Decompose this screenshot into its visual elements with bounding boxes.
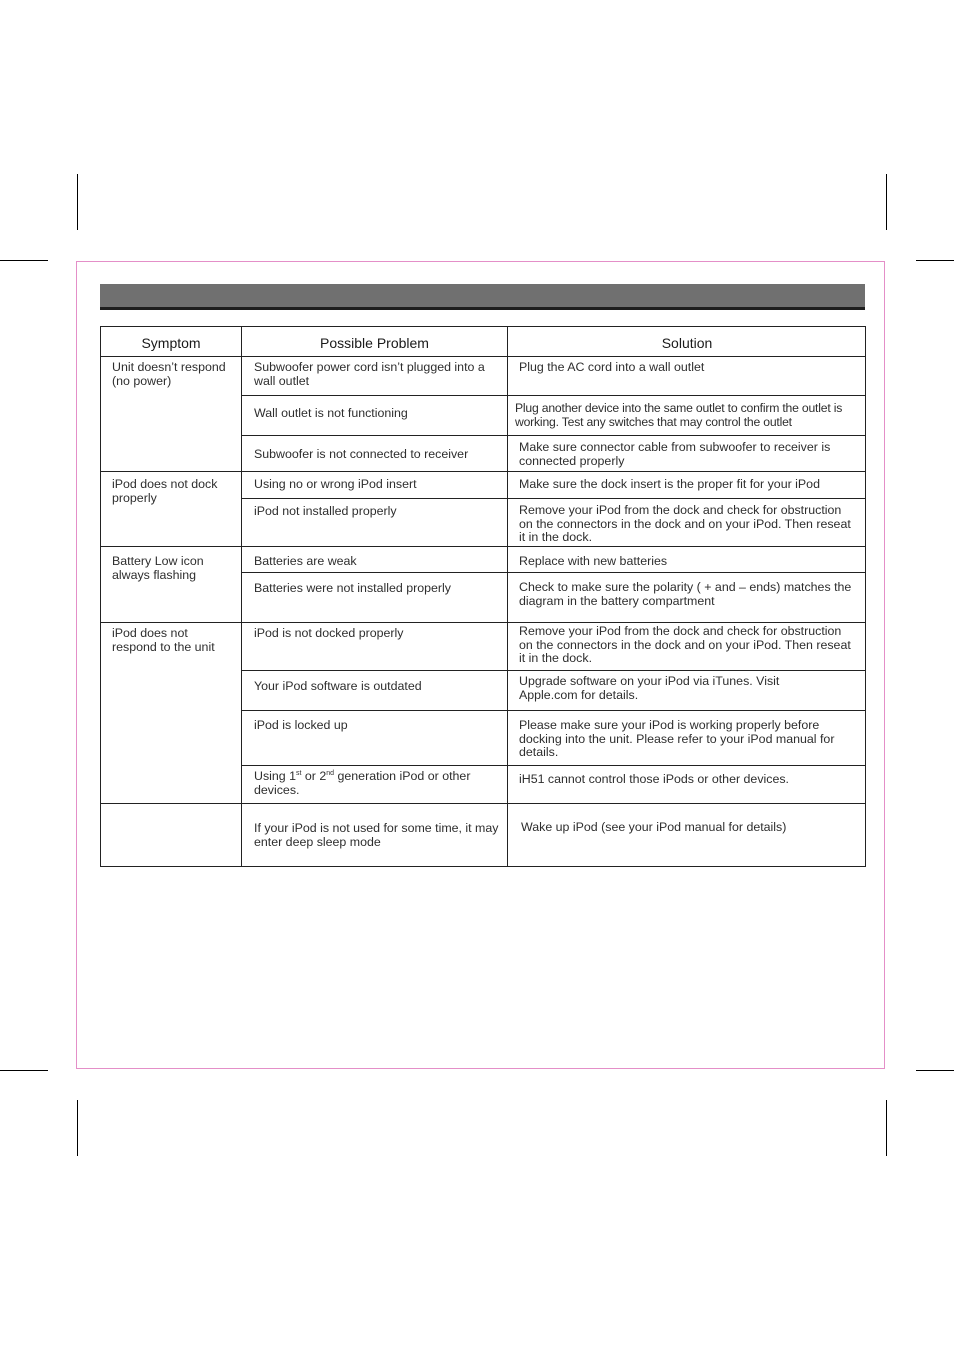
row-divider (101, 803, 865, 804)
solution-cell: iH51 cannot control those iPods or other devices. (519, 772, 789, 786)
problem-cell: Your iPod software is outdated (254, 679, 422, 693)
header-solution: Solution (661, 335, 713, 351)
problem-cell: Subwoofer power cord isn’t plugged into a wall outlet (254, 360, 485, 388)
row-divider (242, 765, 865, 766)
row-divider (242, 498, 865, 499)
row-divider (242, 670, 865, 671)
row-divider (242, 572, 865, 573)
solution-cell: Wake up iPod (see your iPod manual for details) (521, 820, 787, 834)
row-divider (101, 546, 865, 547)
column-divider (507, 327, 508, 866)
problem-cell: Batteries were not installed properly (254, 581, 451, 595)
row-divider (242, 435, 865, 436)
crop-mark (886, 174, 887, 230)
problem-cell: Batteries are weak (254, 554, 357, 568)
solution-cell: Upgrade software on your iPod via iTunes. Visit Apple.com for details. (519, 674, 780, 702)
symptom-cell: iPod does not respond to the unit (112, 626, 215, 654)
column-divider (241, 327, 242, 866)
problem-cell: Wall outlet is not functioning (254, 406, 408, 420)
crop-mark (916, 1070, 954, 1071)
crop-mark (77, 1100, 78, 1156)
header-symptom: Symptom (141, 335, 201, 351)
symptom-cell: Battery Low icon always flashing (112, 554, 204, 582)
row-divider (242, 395, 865, 396)
header-divider (101, 356, 865, 357)
solution-cell: Make sure connector cable from subwoofer to receiver is connected properly (519, 440, 831, 468)
solution-cell: Plug the AC cord into a wall outlet (519, 360, 705, 374)
row-divider (242, 710, 865, 711)
header-possible-problem: Possible Problem (320, 335, 429, 351)
problem-cell: iPod is locked up (254, 718, 348, 732)
troubleshooting-table (100, 326, 866, 867)
crop-mark (77, 174, 78, 230)
problem-cell: Using 1st or 2nd generation iPod or other devices. (254, 769, 471, 797)
problem-cell: If your iPod is not used for some time, it may enter deep sleep mode (254, 821, 499, 849)
symptom-cell: Unit doesn’t respond (no power) (112, 360, 226, 388)
crop-mark (886, 1100, 887, 1156)
solution-cell: Replace with new batteries (519, 554, 668, 568)
solution-cell: Remove your iPod from the dock and check for obstruction on the connectors in the dock and on your iPod. Then reseat it in the dock. (519, 503, 851, 544)
problem-cell: iPod not installed properly (254, 504, 397, 518)
solution-cell: Remove your iPod from the dock and check for obstruction on the connectors in the dock and on your iPod. Then reseat it in the dock. (519, 624, 851, 665)
row-divider (101, 471, 865, 472)
row-divider (101, 622, 865, 623)
solution-cell: Plug another device into the same outlet to confirm the outlet is working. Test any switches that may control the outlet (515, 401, 843, 429)
problem-cell: iPod is not docked properly (254, 626, 404, 640)
problem-cell: Using no or wrong iPod insert (254, 477, 417, 491)
symptom-cell: iPod does not dock properly (112, 477, 218, 505)
problem-cell: Subwoofer is not connected to receiver (254, 447, 469, 461)
solution-cell: Make sure the dock insert is the proper fit for your iPod (519, 477, 820, 491)
solution-cell: Please make sure your iPod is working properly before docking into the unit. Please refer to your iPod manual for details. (519, 718, 835, 759)
crop-mark (0, 1070, 48, 1071)
crop-mark (0, 260, 48, 261)
solution-cell: Check to make sure the polarity ( + and – ends) matches the diagram in the battery compartment (519, 580, 852, 608)
section-header-bar (100, 284, 865, 310)
crop-mark (916, 260, 954, 261)
